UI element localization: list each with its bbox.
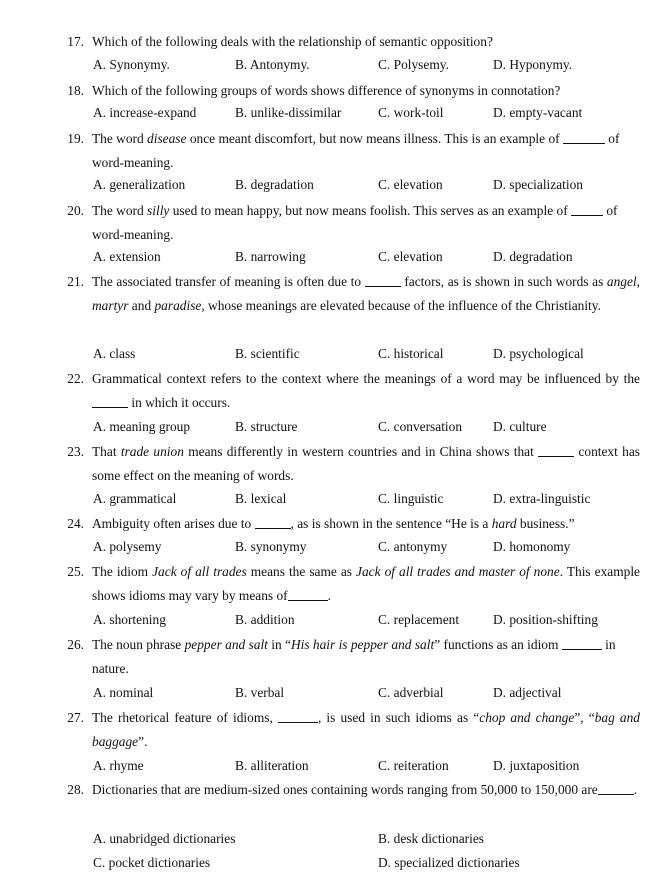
stem-text: of word-meaning. xyxy=(92,131,620,171)
stem-text: in “ xyxy=(267,637,291,652)
option-a: A. extension xyxy=(93,249,161,264)
answer-blank xyxy=(563,131,605,144)
question-stem xyxy=(92,199,640,247)
question-stem xyxy=(92,512,640,536)
answer-blank xyxy=(538,444,574,457)
question-stem xyxy=(92,79,640,103)
stem-text: The noun phrase xyxy=(92,637,185,652)
stem-text: Which of the following groups of words shows difference of synonyms in connotation? xyxy=(92,83,561,98)
option-a: A. grammatical xyxy=(93,491,177,506)
italic-term: trade union xyxy=(120,444,184,459)
italic-term: Jack of all trades and master of none xyxy=(356,564,560,579)
stem-text: means the same as xyxy=(246,564,357,579)
option-d: D. juxtaposition xyxy=(493,758,580,773)
italic-term: hard xyxy=(491,516,517,531)
option-c: C. work-toil xyxy=(378,105,444,120)
option-d: D. homonomy xyxy=(493,539,571,554)
question-number: 26. xyxy=(67,637,84,652)
stem-text: The word xyxy=(92,203,148,218)
option-d: D. position-shifting xyxy=(493,612,598,627)
option-c: C. adverbial xyxy=(378,685,444,700)
question-number: 21. xyxy=(67,274,84,289)
stem-text: Dictionaries that are medium-sized ones containing words ranging from 50,000 to 150,000 are xyxy=(92,782,598,797)
italic-term: disease xyxy=(147,131,187,146)
option-a: A. nominal xyxy=(93,685,154,700)
option-b: B. lexical xyxy=(235,491,287,506)
option-c: C. pocket dictionaries xyxy=(93,855,211,870)
stem-text: ”, “ xyxy=(574,710,595,725)
stem-text: in nature. xyxy=(92,637,616,677)
stem-text: and xyxy=(128,298,155,314)
answer-blank xyxy=(571,203,603,216)
italic-term: paradise xyxy=(154,298,202,314)
stem-text: , whose meanings are elevated because of the influence of the Christianity. xyxy=(201,298,601,314)
option-b: B. unlike-dissimilar xyxy=(235,105,342,120)
stem-text: factors, as is shown in such words as xyxy=(400,274,607,289)
stem-text: That xyxy=(92,444,121,459)
option-a: A. class xyxy=(93,346,136,361)
stem-text: The associated transfer of meaning is often due to xyxy=(92,274,365,289)
stem-text: Grammatical context refers to the context where the meanings of a word may be influenced by the xyxy=(92,371,640,386)
italic-term: bag and baggage xyxy=(92,710,640,750)
option-d: D. extra-linguistic xyxy=(493,491,591,506)
stem-text: ”. xyxy=(138,734,148,750)
stem-text: . This example shows idioms may vary by means of xyxy=(92,564,641,604)
stem-text: used to mean happy, but now means foolish. This serves as an example of xyxy=(169,203,572,218)
stem-text: The rhetorical feature of idioms, xyxy=(92,710,278,725)
question-number: 22. xyxy=(67,371,84,386)
stem-text: ” functions as an idiom xyxy=(434,637,562,652)
option-c: C. Polysemy. xyxy=(378,57,449,72)
stem-text: of word-meaning. xyxy=(92,203,618,243)
option-b: B. narrowing xyxy=(235,249,306,264)
option-d: D. empty-vacant xyxy=(493,105,583,120)
option-d: D. adjectival xyxy=(493,685,562,700)
stem-text: business.” xyxy=(516,516,575,531)
option-a: A. meaning group xyxy=(93,419,191,434)
option-c: C. elevation xyxy=(378,249,443,264)
option-d: D. specialized dictionaries xyxy=(378,855,520,870)
question-number: 25. xyxy=(67,564,84,579)
question-stem xyxy=(92,560,640,608)
italic-term: chop and change xyxy=(479,710,575,725)
option-b: B. alliteration xyxy=(235,758,309,773)
italic-term: silly xyxy=(147,203,170,218)
option-c: C. conversation xyxy=(378,419,463,434)
option-b: B. synonymy xyxy=(235,539,307,554)
option-d: D. degradation xyxy=(493,249,573,264)
stem-text: means differently in western countries and in China shows that xyxy=(183,444,539,459)
question-number: 17. xyxy=(67,34,84,49)
option-a: A. generalization xyxy=(93,177,186,192)
option-d: D. culture xyxy=(493,419,547,434)
option-b: B. structure xyxy=(235,419,298,434)
question-stem xyxy=(92,30,640,54)
option-b: B. desk dictionaries xyxy=(378,831,484,846)
stem-text: The word xyxy=(92,131,148,146)
italic-term: angel xyxy=(606,274,637,289)
italic-term: pepper and salt xyxy=(184,637,268,652)
stem-text: . xyxy=(633,782,638,797)
question-number: 20. xyxy=(67,203,84,218)
answer-blank xyxy=(278,710,318,723)
answer-blank xyxy=(255,516,291,529)
stem-text: once meant discomfort, but now means illness. This is an example of xyxy=(186,131,563,146)
stem-text: context has some effect on the meaning of words. xyxy=(92,444,641,484)
question-stem xyxy=(92,367,640,415)
stem-text: Ambiguity often arises due to xyxy=(92,516,255,531)
stem-text: , as is shown in the sentence “He is a xyxy=(290,516,492,531)
question-number: 19. xyxy=(67,131,84,146)
question-stem xyxy=(92,633,640,681)
question-number: 23. xyxy=(67,444,84,459)
question-stem xyxy=(92,440,640,488)
option-c: C. elevation xyxy=(378,177,443,192)
answer-blank xyxy=(365,274,401,287)
answer-blank xyxy=(598,782,634,795)
answer-blank xyxy=(92,395,128,408)
option-c: C. linguistic xyxy=(378,491,444,506)
option-b: B. verbal xyxy=(235,685,285,700)
stem-text: The idiom xyxy=(92,564,153,579)
italic-term: Jack of all trades xyxy=(152,564,247,579)
answer-blank xyxy=(288,588,328,601)
question-stem xyxy=(92,778,640,802)
option-b: B. addition xyxy=(235,612,295,627)
option-d: D. psychological xyxy=(493,346,584,361)
option-a: A. polysemy xyxy=(93,539,162,554)
italic-term: His hair is pepper and salt xyxy=(290,637,435,652)
question-stem xyxy=(92,127,640,175)
italic-term: martyr xyxy=(92,298,129,314)
option-d: D. specialization xyxy=(493,177,583,192)
option-a: A. rhyme xyxy=(93,758,144,773)
option-a: A. shortening xyxy=(93,612,166,627)
option-a: A. Synonymy. xyxy=(93,57,170,72)
question-number: 18. xyxy=(67,83,84,98)
option-b: B. degradation xyxy=(235,177,314,192)
question-number: 24. xyxy=(67,516,84,531)
option-a: A. unabridged dictionaries xyxy=(93,831,236,846)
stem-text: Which of the following deals with the relationship of semantic opposition? xyxy=(92,34,493,49)
option-a: A. increase-expand xyxy=(93,105,197,120)
option-b: B. scientific xyxy=(235,346,300,361)
option-d: D. Hyponymy. xyxy=(493,57,573,72)
stem-text: . xyxy=(327,588,331,604)
option-c: C. historical xyxy=(378,346,444,361)
option-c: C. reiteration xyxy=(378,758,449,773)
question-stem xyxy=(92,270,640,318)
question-stem xyxy=(92,706,640,754)
stem-text: , xyxy=(636,274,640,289)
question-number: 27. xyxy=(67,710,84,725)
stem-text: , is used in such idioms as “ xyxy=(317,710,480,725)
answer-blank xyxy=(562,637,602,650)
option-c: C. replacement xyxy=(378,612,460,627)
option-b: B. Antonymy. xyxy=(235,57,310,72)
option-c: C. antonymy xyxy=(378,539,448,554)
question-number: 28. xyxy=(67,782,84,797)
stem-text: in which it occurs. xyxy=(128,395,231,411)
